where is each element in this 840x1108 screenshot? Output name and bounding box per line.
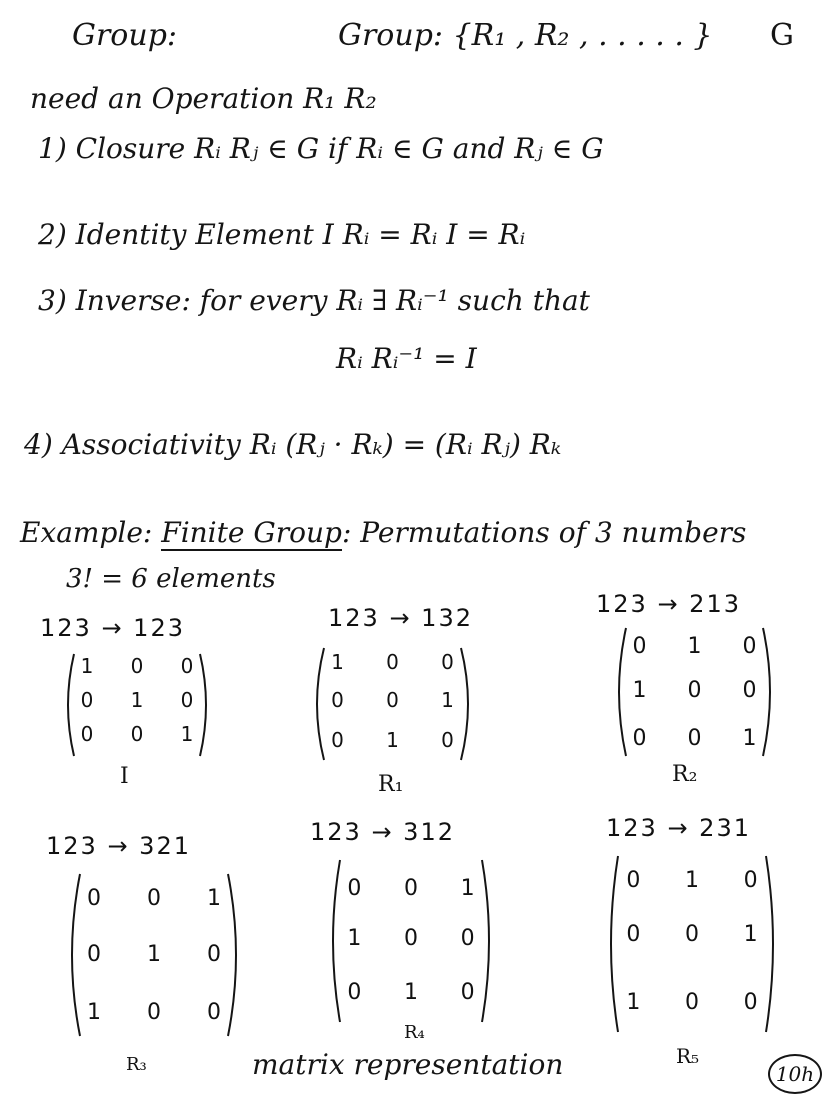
matrix-row	[310, 728, 475, 752]
matrix-row	[604, 868, 780, 893]
label-identity: I	[120, 764, 129, 789]
perm-r5: 123 → 231	[606, 814, 751, 842]
rule-inverse-equation: Rᵢ Rᵢ⁻¹ = I	[336, 342, 477, 375]
matrix-row	[326, 980, 496, 1005]
matrix-cell: 0	[742, 634, 757, 659]
matrix-cell: 0	[207, 942, 221, 967]
matrix-cell: 0	[687, 726, 702, 751]
label-r2: R₂	[672, 762, 698, 787]
matrix-cell: 0	[441, 650, 454, 674]
matrix-row	[326, 926, 496, 951]
matrix-cell: 1	[87, 1000, 101, 1025]
matrix-identity	[62, 650, 212, 760]
perm-r4: 123 → 312	[310, 818, 455, 846]
matrix-row	[64, 942, 244, 967]
matrix-cell: 0	[684, 922, 699, 947]
perm-identity: 123 → 123	[40, 614, 185, 642]
matrix-cell: 1	[331, 650, 344, 674]
matrix-cell: 0	[130, 722, 144, 746]
matrix-cell: 0	[80, 688, 94, 712]
matrix-row	[604, 922, 780, 947]
matrix-cell: 0	[207, 1000, 221, 1025]
matrix-row	[64, 1000, 244, 1025]
matrix-cell: 1	[460, 876, 475, 901]
label-r5: R₅	[676, 1044, 700, 1068]
matrix-r1	[310, 644, 475, 764]
matrix-row	[62, 688, 212, 712]
rule-identity: 2) Identity Element I Rᵢ = Rᵢ I = Rᵢ	[38, 218, 526, 251]
matrix-cell: 0	[626, 922, 641, 947]
matrix-row	[612, 634, 777, 659]
matrix-cell: 0	[180, 688, 194, 712]
matrix-cell: 0	[632, 726, 647, 751]
matrix-cell: 0	[687, 678, 702, 703]
matrix-representation-caption: matrix representation	[252, 1048, 564, 1081]
matrix-cell: 1	[147, 942, 161, 967]
matrix-cell: 1	[130, 688, 144, 712]
matrix-r5	[604, 852, 780, 1036]
matrix-cell: 0	[80, 722, 94, 746]
matrix-cell: 0	[403, 926, 418, 951]
matrix-row	[612, 726, 777, 751]
matrix-cell: 0	[87, 886, 101, 911]
page-number: 10h	[768, 1054, 822, 1094]
matrix-cell: 1	[742, 726, 757, 751]
matrix-cell: 0	[441, 728, 454, 752]
matrix-cell: 1	[403, 980, 418, 1005]
group-definition: Group: {R₁ , R₂ , . . . . . }	[338, 18, 713, 53]
example-line	[20, 516, 746, 549]
rule-closure: 1) Closure Rᵢ Rⱼ ∈ G if Rᵢ ∈ G and Rⱼ ∈ G	[38, 132, 604, 165]
matrix-cell: 0	[743, 868, 758, 893]
matrix-cell: 0	[743, 990, 758, 1015]
matrix-cell: 1	[347, 926, 362, 951]
rule-associativity: 4) Associativity Rᵢ (Rⱼ · Rₖ) = (Rᵢ Rⱼ) Rₖ	[24, 428, 562, 461]
matrix-row	[326, 876, 496, 901]
matrix-row	[310, 688, 475, 712]
matrix-cell: 1	[743, 922, 758, 947]
matrix-cell: 1	[626, 990, 641, 1015]
matrix-r4	[326, 856, 496, 1026]
matrix-cell: 0	[347, 980, 362, 1005]
matrix-cell: 1	[684, 868, 699, 893]
group-heading: Group:	[72, 18, 177, 53]
example-prefix: Example:	[20, 516, 153, 549]
perm-r3: 123 → 321	[46, 832, 191, 860]
example-finite-group: Finite Group	[161, 516, 342, 549]
matrix-row	[62, 722, 212, 746]
group-set-symbol: G	[770, 18, 794, 53]
matrix-row	[612, 678, 777, 703]
perm-r1: 123 → 132	[328, 604, 473, 632]
matrix-cell: 0	[386, 650, 399, 674]
matrix-cell: 0	[460, 980, 475, 1005]
matrix-cell: 1	[180, 722, 194, 746]
matrix-cell: 0	[87, 942, 101, 967]
perm-r2: 123 → 213	[596, 590, 741, 618]
matrix-cell: 0	[331, 688, 344, 712]
example-rest: : Permutations of 3 numbers	[341, 516, 747, 549]
matrix-r2	[612, 624, 777, 760]
operation-line: need an Operation R₁ R₂	[30, 82, 377, 115]
matrix-row	[62, 654, 212, 678]
matrix-cell: 1	[632, 678, 647, 703]
matrix-cell: 1	[441, 688, 454, 712]
matrix-cell: 0	[742, 678, 757, 703]
matrix-cell: 1	[207, 886, 221, 911]
matrix-cell: 0	[632, 634, 647, 659]
matrix-r3	[64, 870, 244, 1040]
matrix-cell: 0	[180, 654, 194, 678]
rule-inverse: 3) Inverse: for every Rᵢ ∃ Rᵢ⁻¹ such that	[38, 284, 590, 317]
matrix-cell: 0	[684, 990, 699, 1015]
label-r1: R₁	[378, 772, 404, 797]
matrix-cell: 0	[403, 876, 418, 901]
matrix-cell: 0	[347, 876, 362, 901]
matrix-row	[604, 990, 780, 1015]
matrix-cell: 0	[331, 728, 344, 752]
matrix-cell: 1	[386, 728, 399, 752]
matrix-cell: 1	[80, 654, 94, 678]
matrix-cell: 0	[386, 688, 399, 712]
label-r4: R₄	[404, 1022, 425, 1043]
matrix-row	[64, 886, 244, 911]
matrix-cell: 0	[626, 868, 641, 893]
matrix-row	[310, 650, 475, 674]
factorial-line: 3! = 6 elements	[66, 564, 276, 594]
label-r3: R₃	[126, 1054, 147, 1075]
matrix-cell: 0	[147, 1000, 161, 1025]
matrix-cell: 1	[687, 634, 702, 659]
matrix-cell: 0	[130, 654, 144, 678]
matrix-cell: 0	[147, 886, 161, 911]
matrix-cell: 0	[460, 926, 475, 951]
